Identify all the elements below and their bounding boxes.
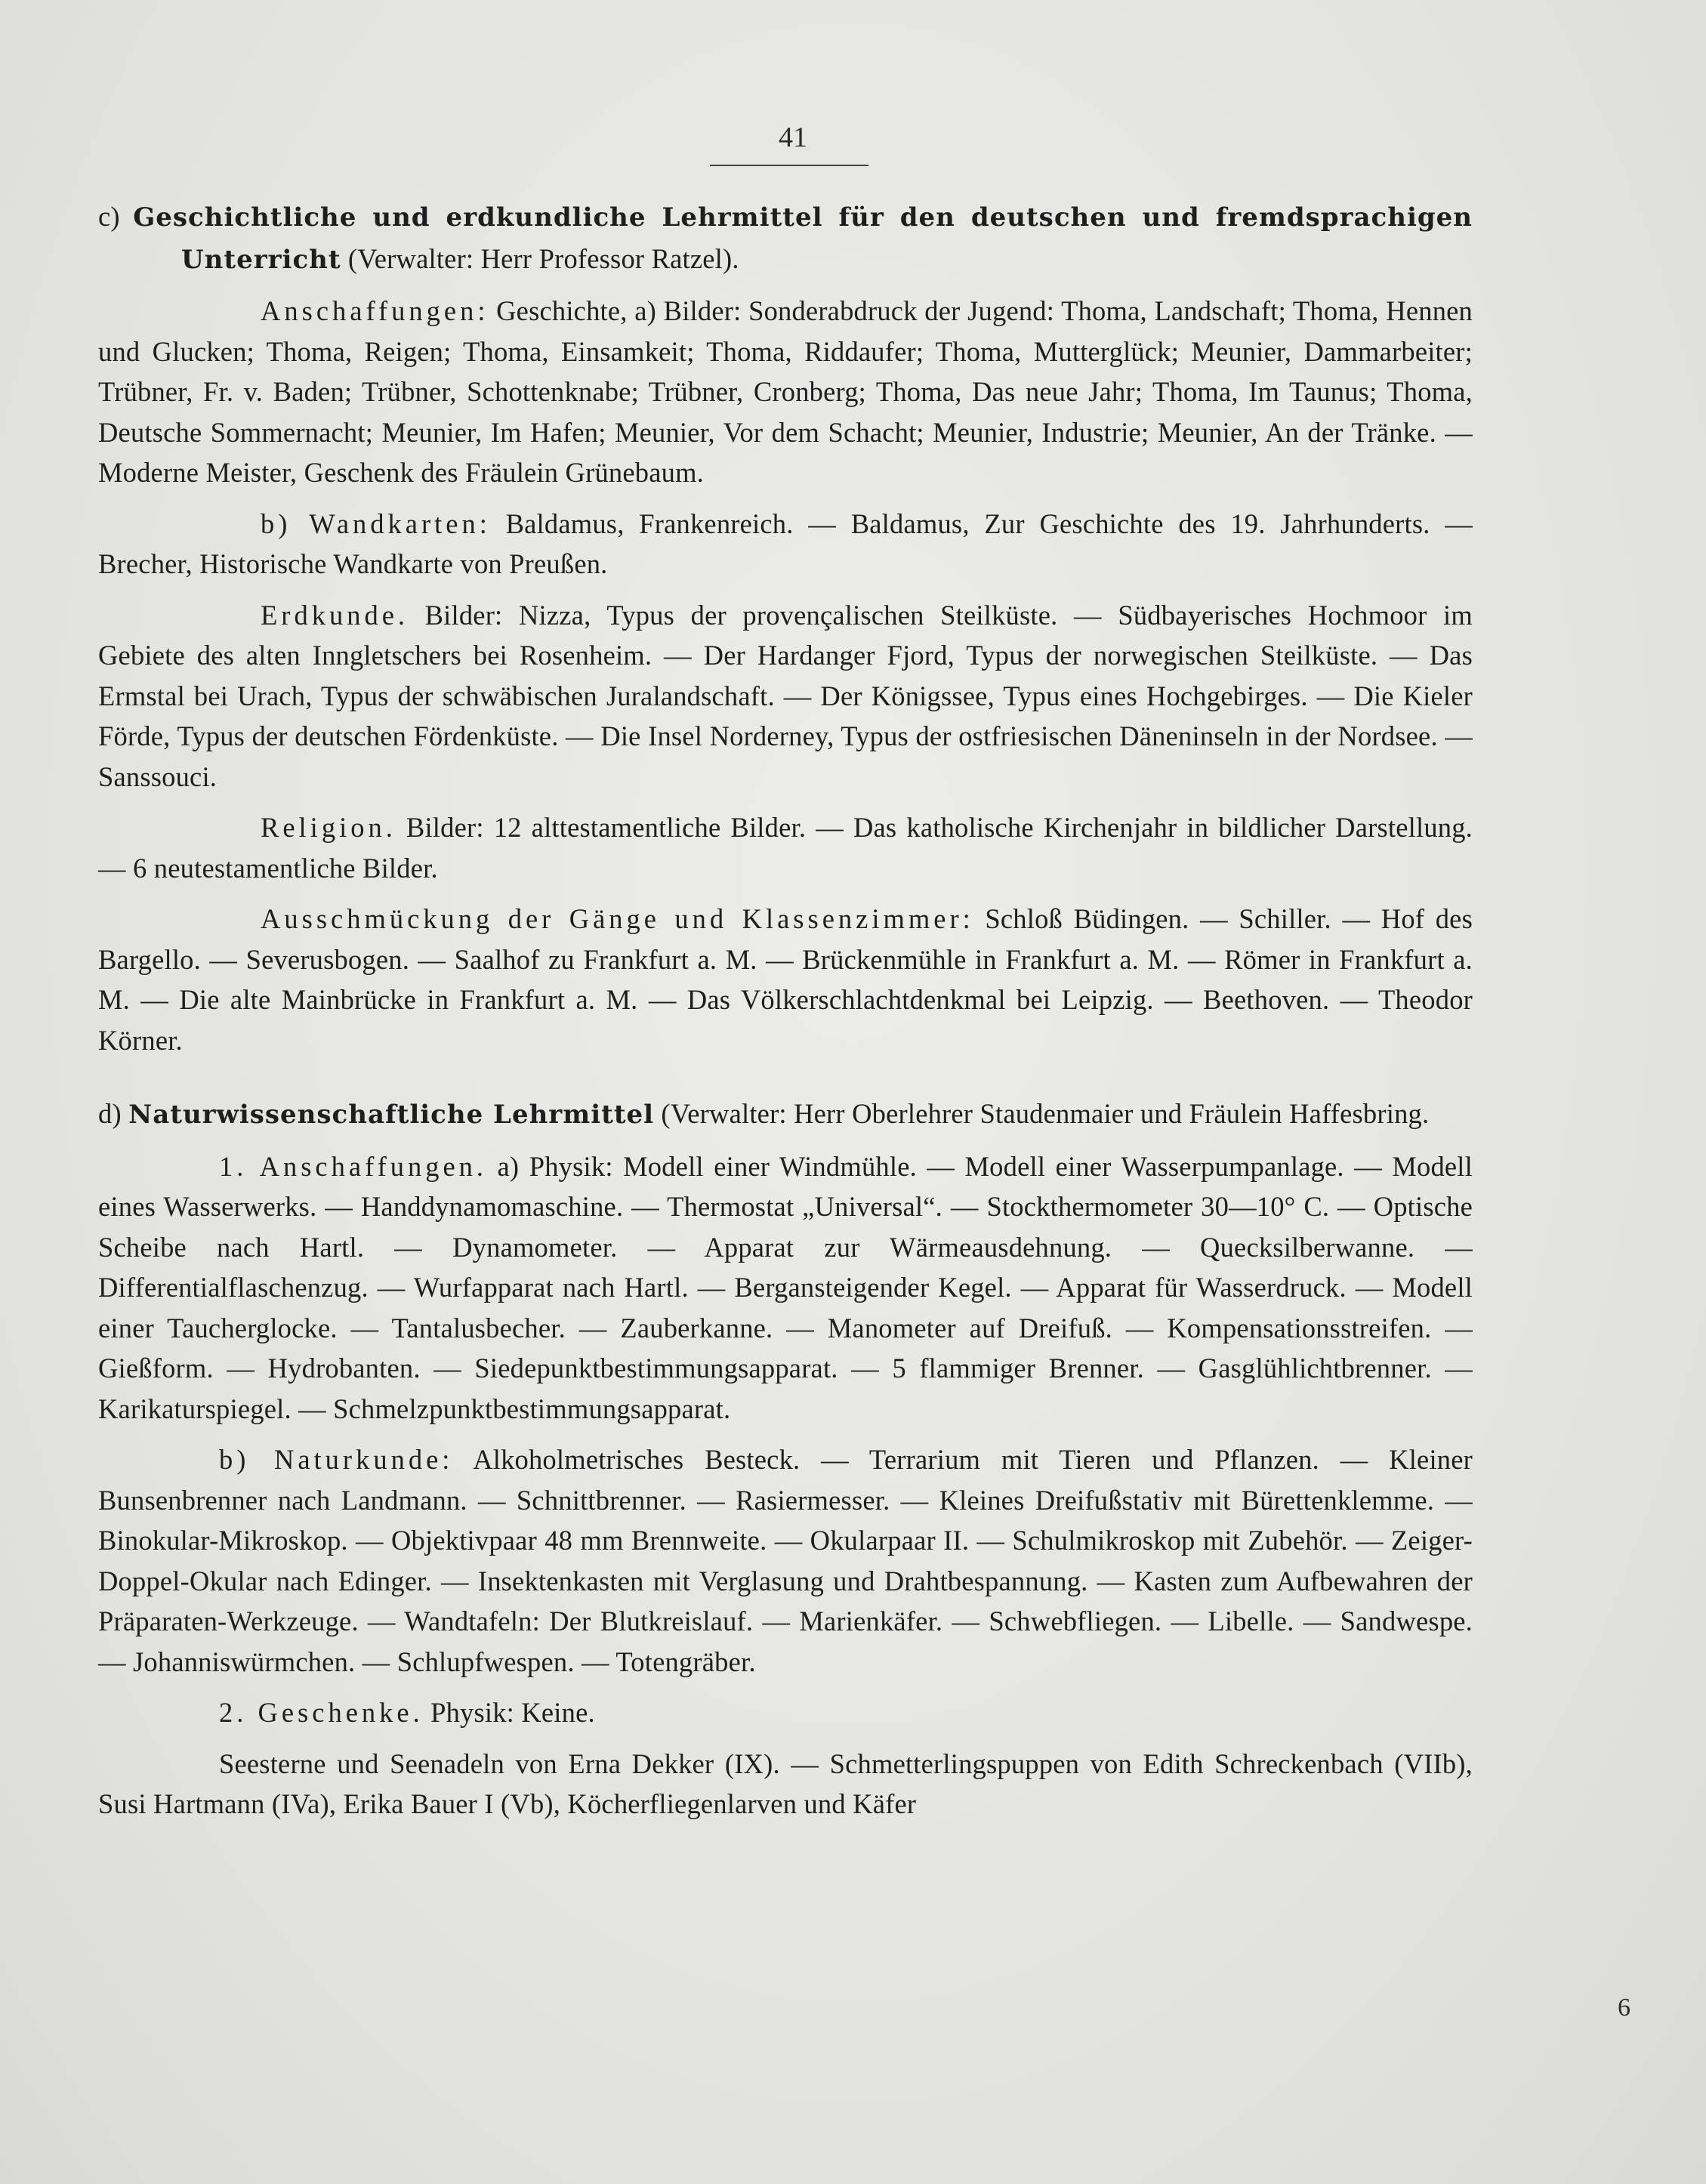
section-c-decoration	[98, 899, 1473, 1060]
section-c-geography-text: Bilder: Nizza, Typus der provençalischen Steilküste. — Südbayerisches Hochmoor im Gebiete des alten Inngletschers bei Rosenheim. — Der Hardanger Fjord, Typus der norwegischen Steilküste. — Das Ermstal bei Urach, Typus der schwäbischen Juralandschaft. — Der Königssee, Typus eines Hochgebirges. — Die Kieler Förde, Typus der deutschen Fördenküste. — Die Insel Norderney, Typus der ostfriesischen Däneninseln in der Nordsee. — Sanssouci.	[98, 599, 1473, 792]
section-c-religion	[98, 807, 1473, 888]
section-c-wall-maps-lead: b) Wandkarten:	[261, 507, 491, 539]
section-d-heading: Naturwissenschaftliche Lehrmittel	[128, 1100, 655, 1130]
section-d-gifts	[98, 1692, 1473, 1733]
section-c-acquisitions-lead: Anschaffungen:	[261, 295, 489, 326]
section-d-admin: (Verwalter: Herr Oberlehrer Staudenmaier und Fräulein Haffesbring.	[661, 1098, 1430, 1129]
section-d-label: d)	[98, 1098, 122, 1129]
section-c-heading-paragraph	[98, 196, 1473, 280]
section-d-nature-text: Alkoholmetrisches Besteck. — Terrarium mit Tieren und Pflanzen. — Kleiner Bunsenbrenner nach Landmann. — Schnittbrenner. — Rasiermesser. — Kleines Dreifußstativ mit Bürettenklemme. — Binokular-Mikroskop. — Objektivpaar 48 mm Brennweite. — Okularpaar II. — Schulmikroskop mit Zubehör. — Zeiger-Doppel-Okular nach Edinger. — Insektenkasten mit Verglasung und Drahtbespannung. — Kasten zum Aufbewahren der Präparaten-Werkzeuge. — Wandtafeln: Der Blutkreislauf. — Marienkäfer. — Schwebfliegen. — Libelle. — Sandwespe. — Johanniswürmchen. — Schlupfwespen. — Totengräber.	[98, 1444, 1473, 1677]
section-c-geography-lead: Erdkunde.	[261, 599, 409, 631]
section-c-wall-maps-text: Baldamus, Frankenreich. — Baldamus, Zur Geschichte des 19. Jahrhunderts. — Brecher, Historische Wandkarte von Preußen.	[98, 507, 1473, 579]
section-d-gifts-text: Physik: Keine.	[430, 1697, 595, 1728]
section-c-wall-maps	[98, 504, 1473, 585]
signature-mark: 6	[1618, 1994, 1630, 2022]
section-c-religion-text: Bilder: 12 alttestamentliche Bilder. — Das katholische Kirchenjahr in bildlicher Darstellung. — 6 neutestamentliche Bilder.	[98, 812, 1473, 884]
section-d-nature	[98, 1439, 1473, 1682]
section-d-acquisitions	[98, 1146, 1473, 1430]
section-c-label: c)	[98, 201, 120, 232]
section-d-gifts-lead: 2. Geschenke.	[219, 1697, 424, 1728]
section-c-acquisitions	[98, 291, 1473, 493]
section-c-geography	[98, 595, 1473, 797]
section-c-decoration-text: Schloß Büdingen. — Schiller. — Hof des Bargello. — Severusbogen. — Saalhof zu Frankfurt a. M. — Brückenmühle in Frankfurt a. M. — Römer in Frankfurt a. M. — Die alte Mainbrücke in Frankfurt a. M. — Das Völkerschlachtdenkmal bei Leipzig. — Beethoven. — Theodor Körner.	[98, 903, 1473, 1056]
header-rule	[710, 165, 868, 166]
section-c-heading: Geschichtliche und erdkundliche Lehrmittel für den deutschen und fremdsprachigen Unterricht	[133, 202, 1473, 275]
page-number: 41	[779, 122, 807, 153]
section-d-heading-paragraph	[98, 1094, 1473, 1136]
section-c-religion-lead: Religion.	[261, 812, 396, 843]
section-d-acquisitions-text: a) Physik: Modell einer Windmühle. — Modell einer Wasserpumpanlage. — Modell eines Wasserwerks. — Handdynamomaschine. — Thermostat „Universal“. — Stockthermometer 30—10° C. — Optische Scheibe nach Hartl. — Dynamometer. — Apparat zur Wärmeausdehnung. — Quecksilberwanne. — Differentialflaschenzug. — Wurfapparat nach Hartl. — Bergansteigender Kegel. — Apparat für Wasserdruck. — Modell einer Taucherglocke. — Tantalusbecher. — Zauberkanne. — Manometer auf Dreifuß. — Kompensationsstreifen. — Gießform. — Hydrobanten. — Siedepunktbestimmungsapparat. — 5 flammiger Brenner. — Gasglühlichtbrenner. — Karikaturspiegel. — Schmelzpunktbestimmungsapparat.	[98, 1150, 1473, 1424]
section-d-nature-lead: b) Naturkunde:	[219, 1444, 454, 1475]
section-c-admin: (Verwalter: Herr Professor Ratzel).	[347, 242, 739, 274]
section-c-decoration-lead: Ausschmückung der Gänge und Klassenzimmer:	[261, 903, 974, 934]
section-d-gifts-list-text: Seesterne und Seenadeln von Erna Dekker (IX). — Schmetterlingspuppen von Edith Schreckenbach (VIIb), Susi Hartmann (IVa), Erika Bauer I (Vb), Köcherfliegenlarven und Käfer	[98, 1748, 1473, 1819]
section-d-gifts-list	[98, 1744, 1473, 1825]
body-text	[98, 196, 1473, 1835]
section-d-acquisitions-lead: 1. Anschaffungen.	[219, 1150, 488, 1182]
section-c-acquisitions-text: Geschichte, a) Bilder: Sonderabdruck der Jugend: Thoma, Landschaft; Thoma, Hennen und Glucken; Thoma, Reigen; Thoma, Einsamkeit; Thoma, Riddaufer; Thoma, Mutterglück; Meunier, Dammarbeiter; Trübner, Fr. v. Baden; Trübner, Schottenknabe; Trübner, Cronberg; Thoma, Das neue Jahr; Thoma, Im Taunus; Thoma, Deutsche Sommernacht; Meunier, Im Hafen; Meunier, Vor dem Schacht; Meunier, Industrie; Meunier, An der Tränke. — Moderne Meister, Geschenk des Fräulein Grünebaum.	[98, 295, 1473, 488]
